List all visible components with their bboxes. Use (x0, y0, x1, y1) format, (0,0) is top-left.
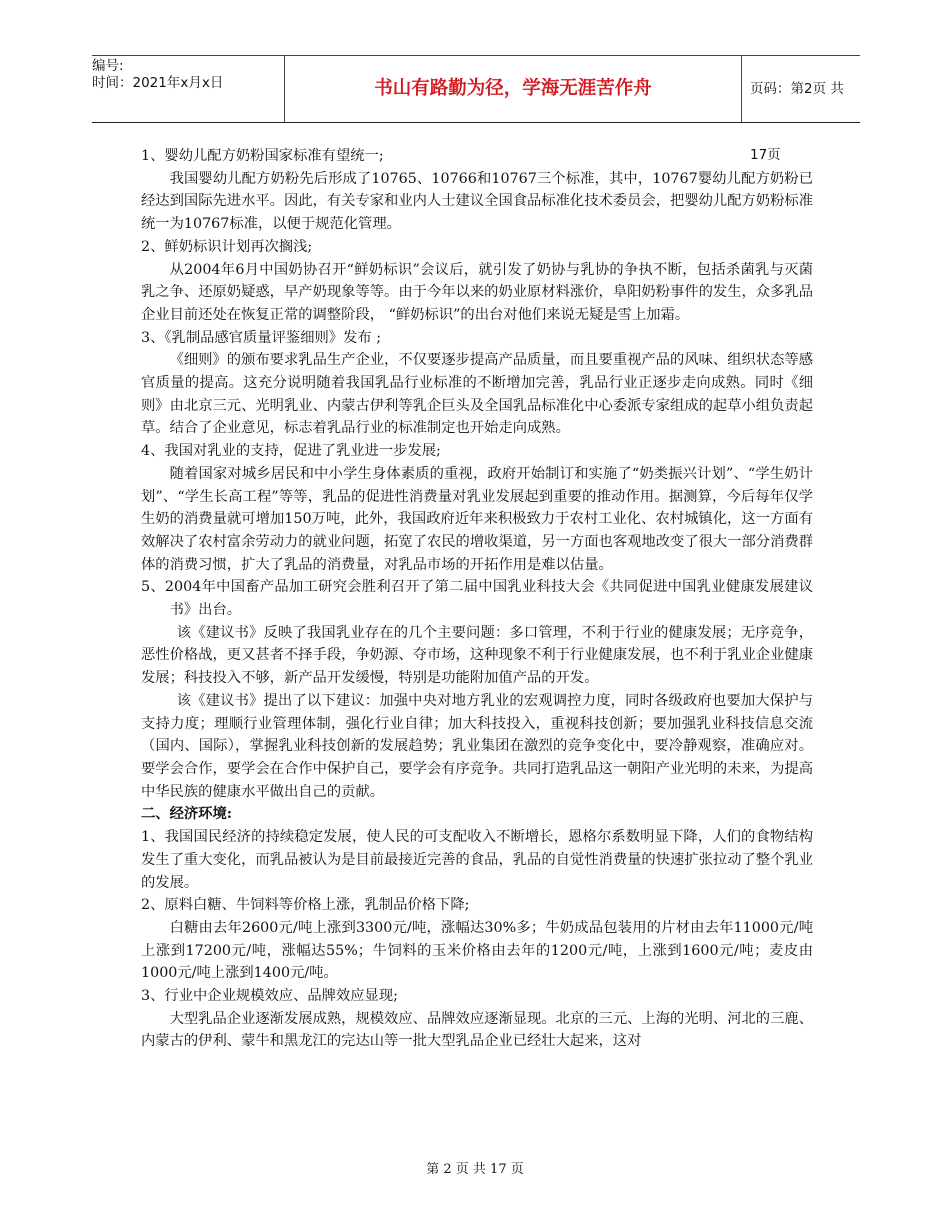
body-paragraph: 从2004年6月中国奶协召开“鲜奶标识”会议后，就引发了奶协与乳协的争执不断，包括杀菌乳与灭菌乳之争、还原奶疑惑，早产奶现象等等。由于今年以来的奶业原材料涨价，阜阳奶粉事件的发生，众多乳品企业目前还处在恢复正常的调整阶段， “鲜奶标识”的出台对他们来说无疑是雪上加霜。 (141, 261, 813, 323)
section-item-heading: 3、行业中企业规模效应、品牌效应显现; (141, 988, 398, 1005)
body-paragraph: 白糖由去年2600元/吨上涨到3300元/吨，涨幅达30%多；牛奶成品包装用的片材由去年11000元/吨上涨到17200元/吨，涨幅达55%；牛饲料的玉米价格由去年的1200元/吨，上涨到1600元/吨；麦皮由1000元/吨上涨到1400元/吨。 (141, 919, 813, 982)
page-footer: 第 2 页 共 17 页 (426, 1162, 524, 1177)
section-item-1-heading: 1、婴幼儿配方奶粉国家标准有望统一; (141, 148, 384, 164)
body-paragraph: 我国婴幼儿配方奶粉先后形成了10765、10766和10767三个标准，其中，10767婴幼儿配方奶粉已经达到国际先进水平。因此，有关专家和业内人士建议全国食品标准化技术委员会，把婴幼儿配方奶粉标准统一为10767标准，以便于规范化管理。 (141, 170, 813, 233)
header-motto: 书山有路勤为径，学海无涯苦作舟 (284, 56, 742, 122)
section-item-heading: 2、原料白糖、牛饲料等价格上涨，乳制品价格下降; (141, 897, 470, 914)
section-item-5-heading: 5、2004年中国畜产品加工研究会胜利召开了第二届中国乳业科技大会《共同促进中国乳业健康发展建议书》出台。 (141, 579, 813, 619)
section-heading-economic: 二、经济环境: (141, 806, 233, 823)
body-paragraph: 《细则》的颁布要求乳品生产企业，不仅要逐步提高产品质量，而且要重视产品的风味、组织状态等感官质量的提高。这充分说明随着我国乳品行业标准的不断增加完善，乳品行业正逐步走向成熟。同时《细则》由北京三元、光明乳业、内蒙古伊利等乳企巨头及全国乳品标准化中心委派专家组成的起草小组负责起草。结合了企业意见，标志着乳品行业的标准制定也开始走向成熟。 (141, 352, 813, 437)
section-item-4-heading: 4、我国对乳业的支持，促进了乳业进一步发展; (141, 443, 441, 460)
body-paragraph: 该《建议书》反映了我国乳业存在的几个主要问题：多口管理，不利于行业的健康发展；无序竞争，恶性价格战，更又甚者不择手段，争奶源、夺市场，这种现象不利于行业健康发展，也不利于乳业企业健康发展；科技投入不够，新产品开发缓慢，特别是功能附加值产品的开发。 (141, 624, 813, 687)
code-label: 编号: (92, 58, 124, 74)
body-paragraph: 该《建议书》提出了以下建议：加强中央对地方乳业的宏观调控力度，同时各级政府也要加大保护与支持力度；理顺行业管理体制，强化行业自律；加大科技投入，重视科技创新；要加强乳业科技信息交流（国内、国际），掌握乳业科技创新的发展趋势；乳业集团在激烈的竞争变化中，要冷静观察，准确应对。要学会合作，要学会在合作中保护自己，要学会有序竞争。共同打造乳品这一朝阳产业光明的未来，为提高中华民族的健康水平做出自己的贡献。 (141, 692, 813, 800)
header-page-info: 页码：第2页 共17页 (750, 81, 844, 163)
time-label: 时间：2021年x月x日 (92, 75, 224, 91)
header-meta (92, 56, 284, 122)
body-paragraph: 随着国家对城乡居民和中小学生身体素质的重视，政府开始制订和实施了“奶类振兴计划”、“学生奶计划”、“学生长高工程”等等，乳品的促进性消费量对乳业发展起到重要的推动作用。据测算，今后每年仅学生奶的消费量就可增加150万吨，此外，我国政府近年来积极致力于农村工业化、农村城镇化，这一方面有效解决了农村富余劳动力的就业问题，拓宽了农民的增收渠道，另一方面也客观地改变了很大一部分消费群体的消费习惯，扩大了乳品的消费量，对乳品市场的开拓作用是难以估量。 (141, 465, 813, 573)
section-item-2-heading: 2、鲜奶标识计划再次搁浅; (141, 238, 313, 255)
section-item-3-heading: 3、《乳制品感官质量评鉴细则》发布 ; (141, 329, 382, 346)
body-paragraph: 大型乳品企业逐渐发展成熟，规模效应、品牌效应逐渐显现。北京的三元、上海的光明、河北的三鹿、内蒙古的伊利、蒙牛和黑龙江的完达山等一批大型乳品企业已经壮大起来，这对 (141, 1010, 813, 1050)
document-body (141, 145, 813, 1053)
body-paragraph: 1、我国国民经济的持续稳定发展，使人民的可支配收入不断增长，恩格尔系数明显下降，人们的食物结构发生了重大变化，而乳品被认为是目前最接近完善的食品，乳品的自觉性消费量的快速扩张拉动了整个乳业的发展。 (141, 829, 813, 891)
